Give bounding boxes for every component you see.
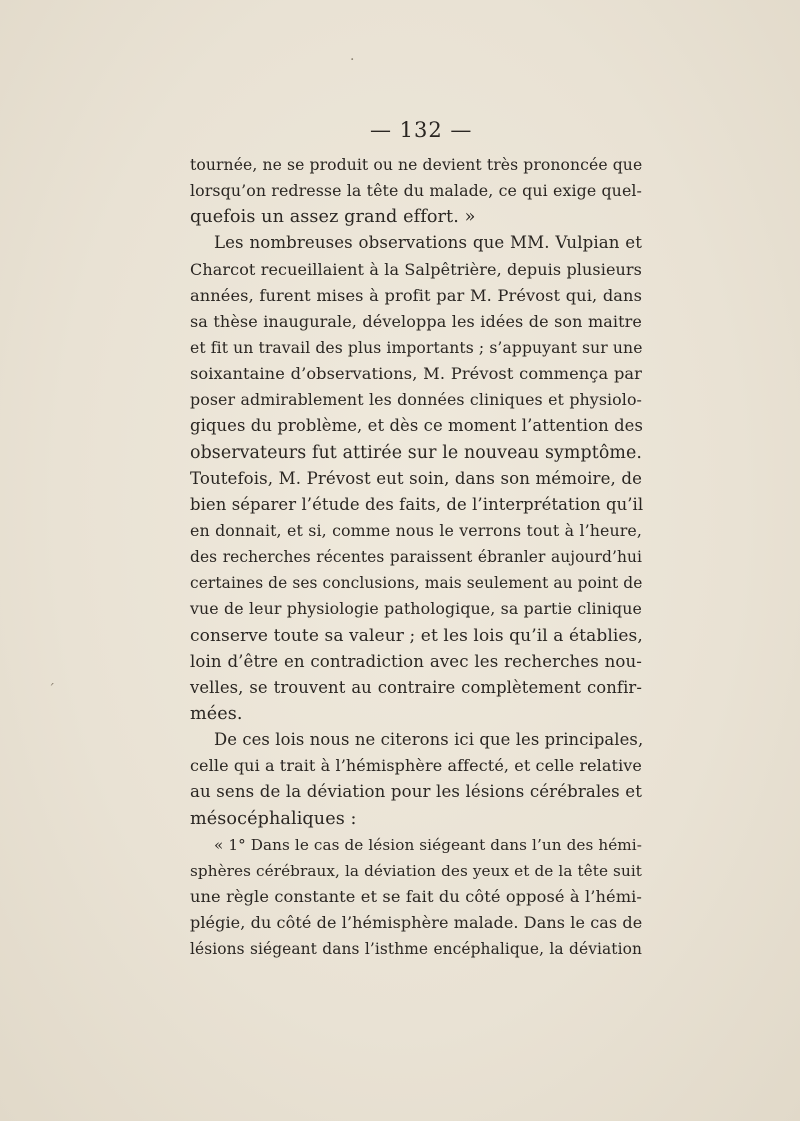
text-line: soixantaine d’observations, M. Prévost commença par	[190, 364, 642, 384]
paper-speck: ·	[350, 52, 355, 68]
text-line: mésocéphaliques :	[190, 808, 357, 829]
paragraph-first-line: Les nombreuses observations que MM. Vulpian et	[214, 233, 642, 253]
text-line: certaines de ses conclusions, mais seulement au point de	[190, 574, 643, 593]
text-line: velles, se trouvent au contraire complètement confir-	[190, 677, 642, 697]
text-line: lorsqu’on redresse la tête du malade, ce qui exige quel-	[190, 181, 642, 201]
text-line: plégie, du côté de l’hémisphère malade. Dans le cas de	[190, 913, 643, 933]
text-line: et fit un travail des plus importants ; s’appuyant sur une	[190, 338, 643, 357]
text-line: sa thèse inaugurale, développa les idées de son maitre	[190, 311, 642, 331]
text-line: bien séparer l’étude des faits, de l’interprétation qu’il	[190, 494, 644, 514]
text-line: en donnait, et si, comme nous le verrons tout à l’heure,	[190, 520, 642, 540]
text-line: lésions siégeant dans l’isthme encéphalique, la déviation	[190, 940, 642, 959]
text-line: au sens de la déviation pour les lésions cérébrales et	[190, 782, 642, 802]
text-line: sphères cérébraux, la déviation des yeux et de la tête suit	[190, 861, 642, 880]
paragraph-first-line: De ces lois nous ne citerons ici que les principales,	[214, 730, 644, 750]
text-line: celle qui a trait à l’hémisphère affecté, et celle relative	[190, 756, 642, 776]
text-line: quefois un assez grand effort. »	[190, 207, 476, 228]
text-line: tournée, ne se produit ou ne devient très prononcée que	[190, 156, 643, 174]
text-line: années, furent mises à profit par M. Prévost qui, dans	[190, 285, 642, 305]
text-line: observateurs fut attirée sur le nouveau symptôme.	[190, 442, 642, 463]
text-line: Toutefois, M. Prévost eut soin, dans son mémoire, de	[190, 468, 642, 488]
text-line: conserve toute sa valeur ; et les lois qu’il a établies,	[190, 625, 643, 646]
body-text	[190, 152, 642, 962]
page-number: — 132 —	[370, 118, 473, 142]
text-line: giques du problème, et dès ce moment l’attention des	[190, 416, 643, 436]
text-line: poser admirablement les données cliniques et physiolo-	[190, 390, 642, 410]
text-line: Charcot recueillaient à la Salpêtrière, depuis plusieurs	[190, 259, 642, 279]
text-line: mées.	[190, 703, 243, 724]
text-line: loin d’être en contradiction avec les recherches nou-	[190, 651, 642, 671]
text-line: vue de leur physiologie pathologique, sa partie clinique	[190, 599, 642, 619]
text-line: une règle constante et se fait du côté opposé à l’hémi-	[190, 886, 642, 906]
paragraph-first-line: « 1° Dans le cas de lésion siégeant dans l’un des hémi-	[214, 835, 642, 854]
text-line: des recherches récentes paraissent ébranler aujourd’hui	[190, 548, 642, 567]
paper-speck: ˊ	[48, 682, 55, 698]
